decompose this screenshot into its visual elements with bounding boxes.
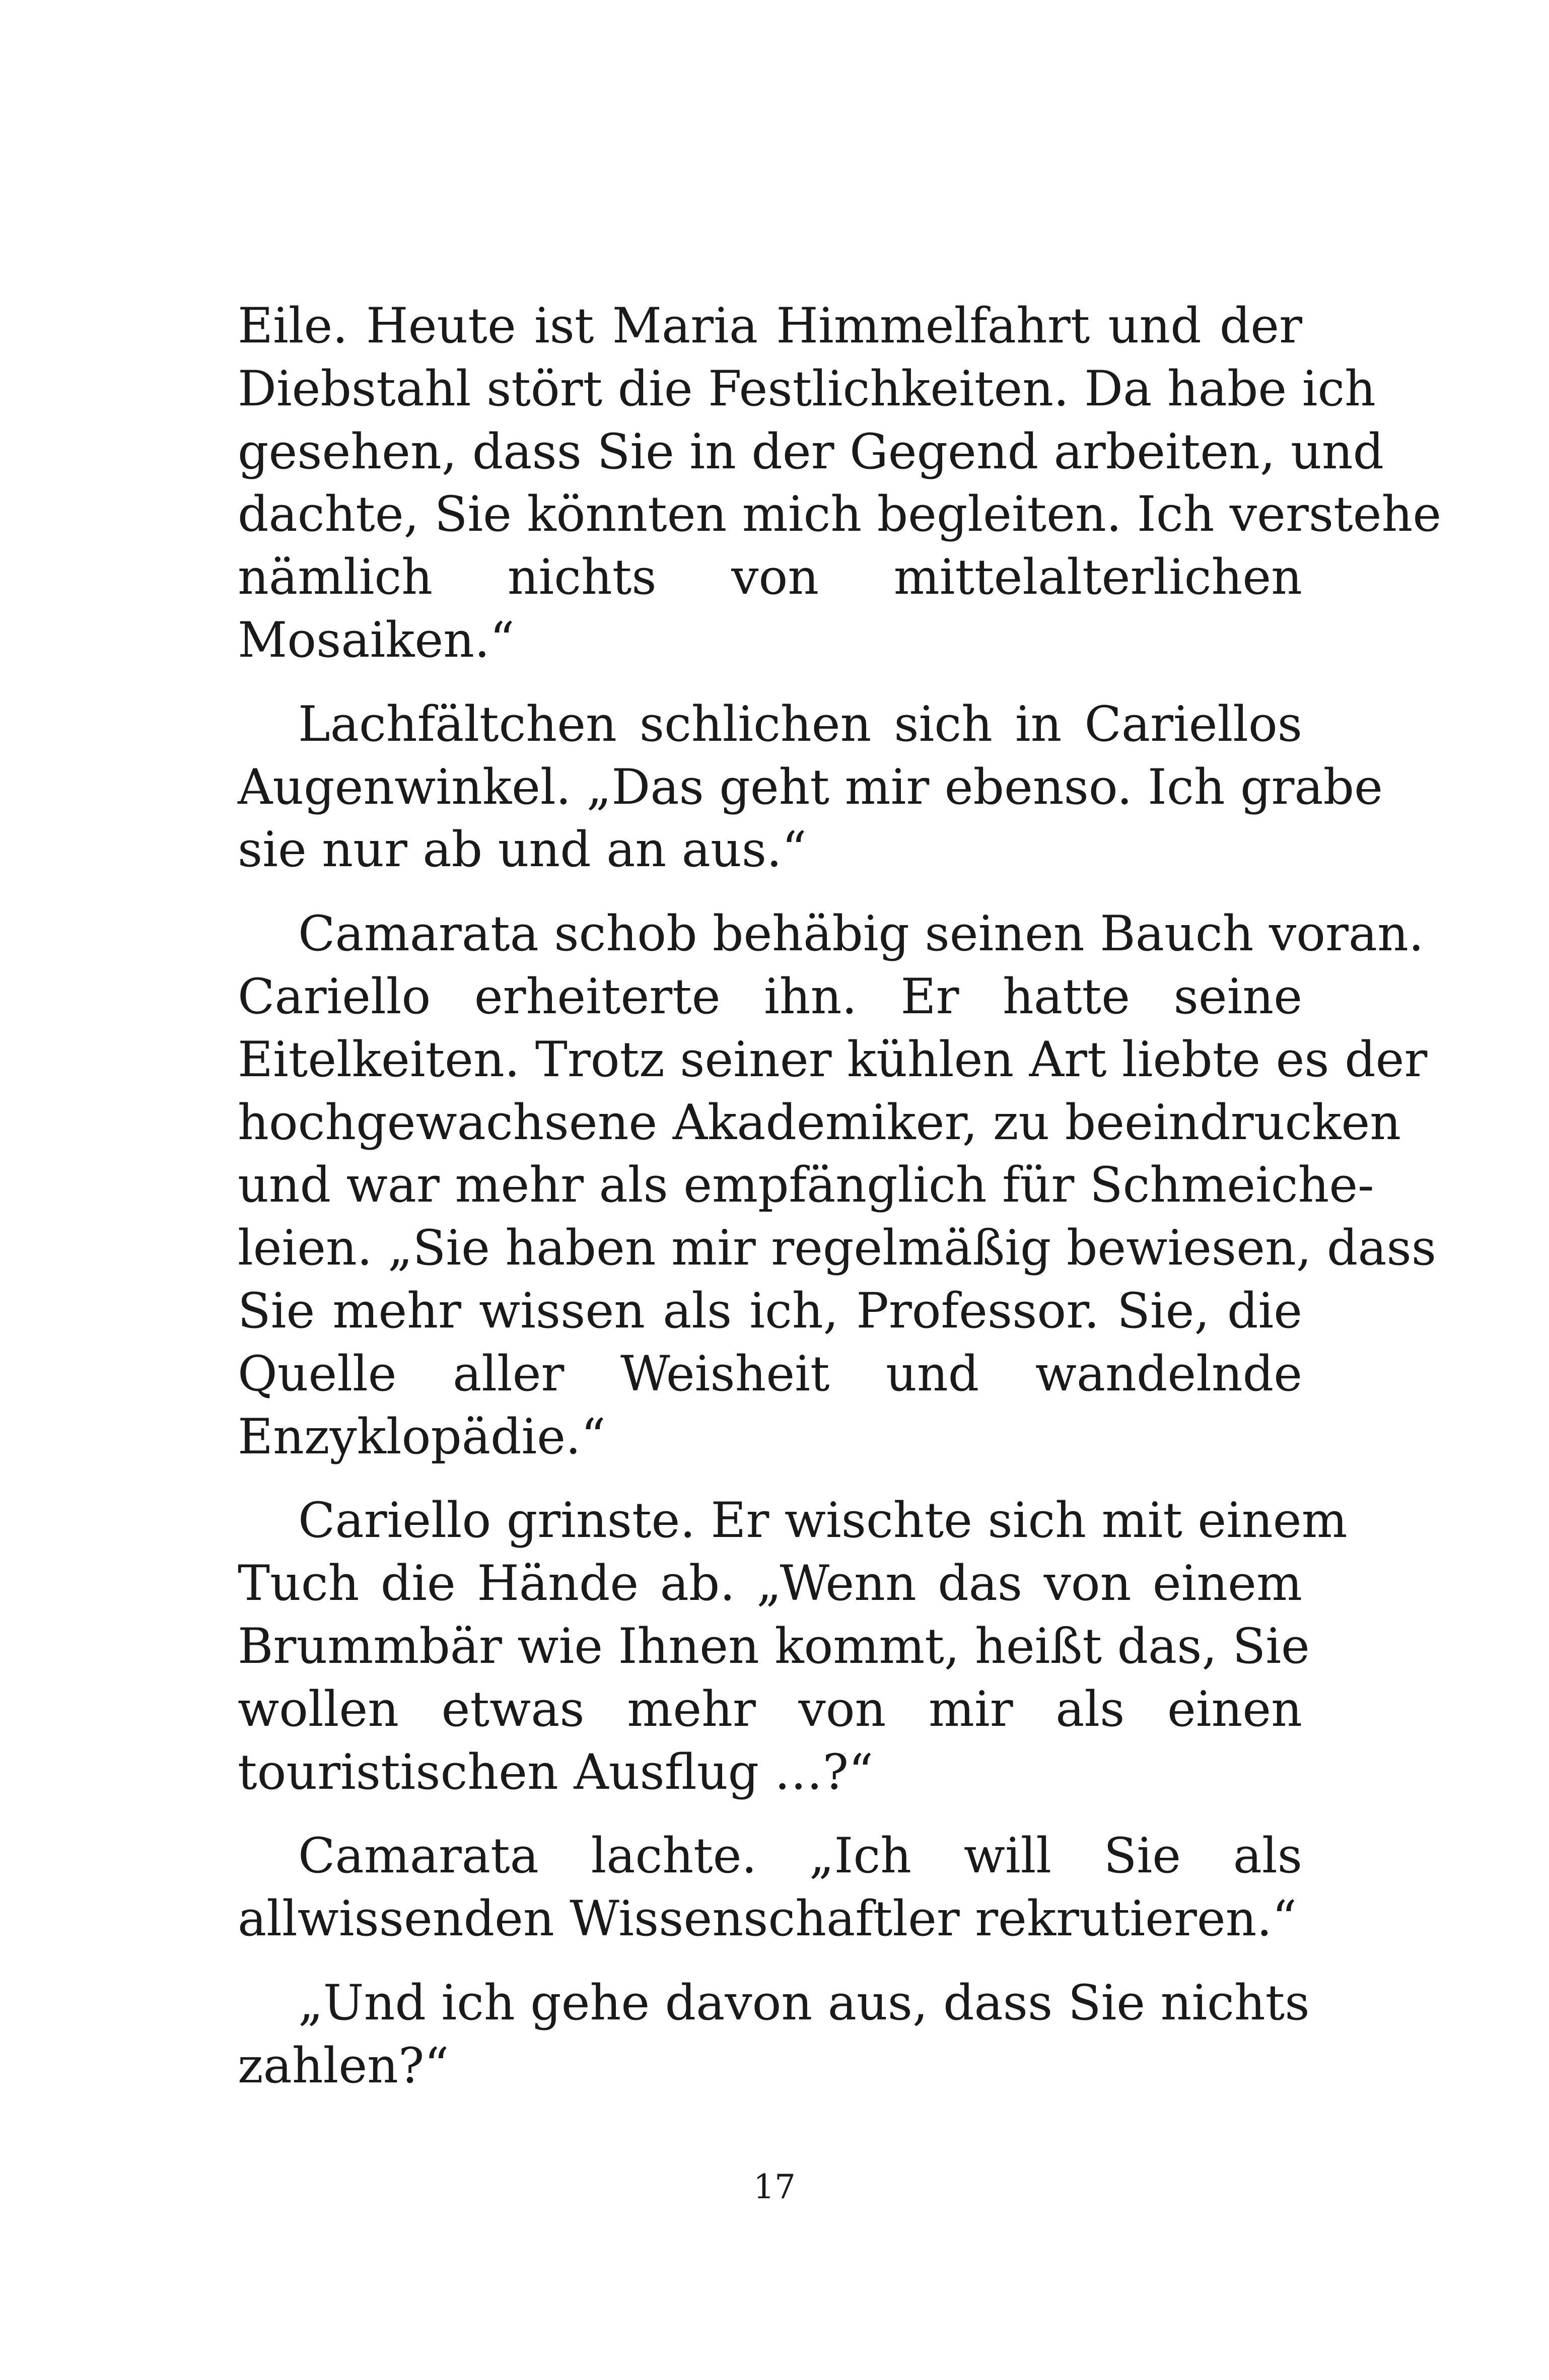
text-line: hochgewachsene Akademiker, zu beeindrucken [238, 1094, 1401, 1151]
text-line: Tuch die Hände ab. „Wenn das von einem [238, 1555, 1302, 1612]
text-line: Cariello erheiterte ihn. Er hatte seine [238, 968, 1302, 1025]
text-line: Camarata lachte. „Ich will Sie als [298, 1828, 1302, 1884]
text-line: Sie mehr wissen als ich, Professor. Sie, die [238, 1282, 1302, 1339]
text-line: allwissenden Wissenschaftler rekrutieren.“ [238, 1891, 1297, 1947]
text-line: Augenwinkel. „Das geht mir ebenso. Ich grabe [238, 758, 1383, 815]
text-line: touristischen Ausflug …?“ [238, 1743, 874, 1800]
text-line: nämlich nichts von mittelalterlichen [238, 549, 1302, 606]
text-line: Cariello grinste. Er wischte sich mit einem [298, 1492, 1348, 1549]
paragraph [238, 902, 1437, 1468]
text-line: „Und ich gehe davon aus, dass Sie nichts [298, 1974, 1310, 2031]
text-line: dachte, Sie könnten mich begleiten. Ich verstehe [238, 486, 1442, 543]
text-line: leien. „Sie haben mir regelmäßig bewiesen, dass [238, 1220, 1437, 1277]
paragraph [238, 1489, 1348, 1803]
text-line: Camarata schob behäbig seinen Bauch voran. [298, 905, 1424, 962]
body-text [238, 295, 1442, 2097]
text-line: wollen etwas mehr von mir als einen [238, 1681, 1302, 1737]
paragraph [238, 1972, 1310, 2097]
paragraph [238, 693, 1383, 881]
text-line: Eitelkeiten. Trotz seiner kühlen Art liebte es der [238, 1031, 1428, 1088]
text-line: Mosaiken.“ [238, 611, 515, 668]
page-number: 17 [753, 2167, 796, 2206]
text-line: zahlen?“ [238, 2037, 449, 2094]
text-line: Lachfältchen schlichen sich in Cariellos [298, 695, 1302, 752]
text-line: sie nur ab und an aus.“ [238, 821, 807, 878]
text-line: Enzyklopädie.“ [238, 1408, 606, 1465]
text-line: gesehen, dass Sie in der Gegend arbeiten, und [238, 423, 1384, 480]
text-line: Brummbär wie Ihnen kommt, heißt das, Sie [238, 1618, 1310, 1674]
paragraph [238, 1825, 1302, 1950]
text-line: Quelle aller Weisheit und wandelnde [238, 1345, 1302, 1402]
text-line: Eile. Heute ist Maria Himmelfahrt und der [238, 298, 1302, 354]
paragraph [238, 295, 1442, 672]
text-line: Diebstahl stört die Festlichkeiten. Da habe ich [238, 360, 1376, 417]
text-line: und war mehr als empfänglich für Schmeiche- [238, 1157, 1374, 1214]
